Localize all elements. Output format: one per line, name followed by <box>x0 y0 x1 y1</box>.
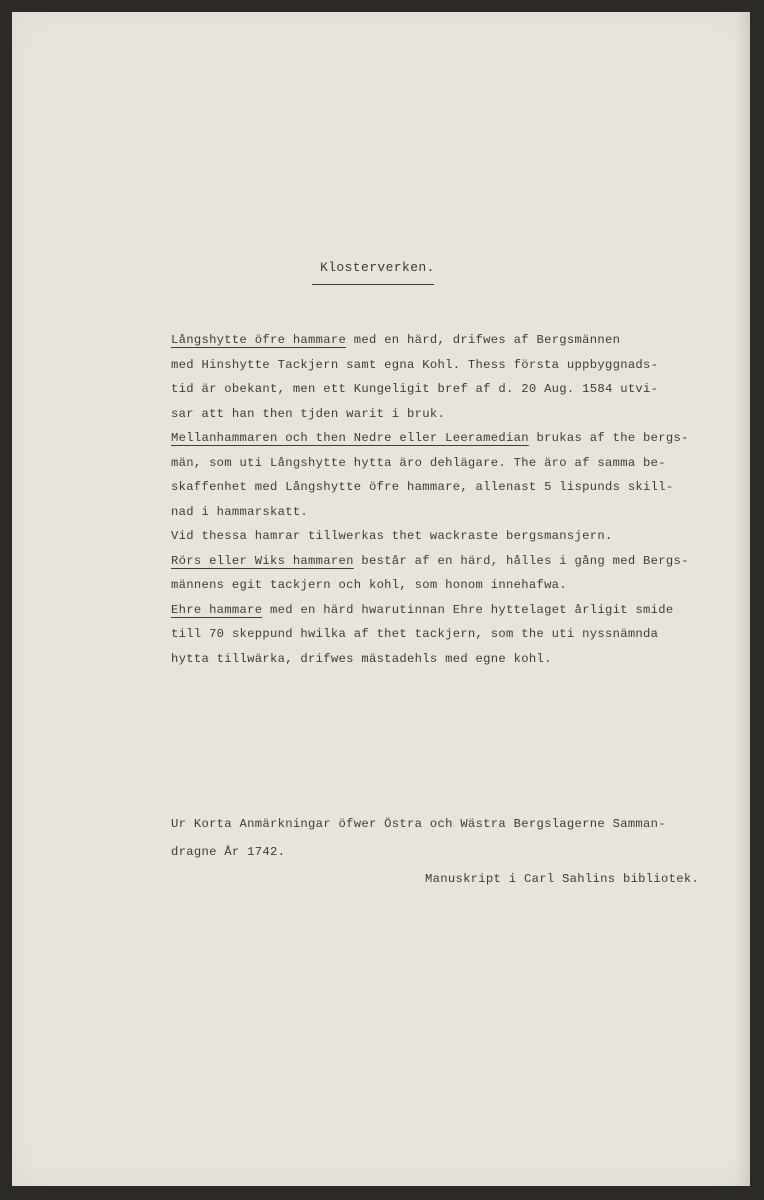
document-page <box>12 12 750 1186</box>
line-text: hytta tillwärka, drifwes mästadehls med egne kohl. <box>171 651 552 666</box>
line-text: nad i hammarskatt. <box>171 504 309 519</box>
text-line <box>171 353 741 378</box>
line-text: består af en härd, hålles i gång med Bergs- <box>353 553 689 568</box>
line-text: till 70 skeppund hwilka af thet tackjern, som the uti nyssnämnda <box>171 627 659 641</box>
line-text: med en härd hwarutinnan Ehre hyttelaget årligit smide <box>262 602 674 617</box>
text-line <box>171 524 741 549</box>
text-line <box>171 426 741 451</box>
text-line <box>171 475 741 500</box>
line-text: med en härd, drifwes af Bergsmännen <box>346 333 621 347</box>
line-text: Vid thessa hamrar tillwerkas thet wackraste bergsmansjern. <box>171 529 613 543</box>
manuscript-note: Manuskript i Carl Sahlins bibliotek. <box>425 872 700 886</box>
line-text: män, som uti Långshytte hytta äro dehlägare. The äro af samma be- <box>171 455 666 470</box>
underlined-term: Rörs eller Wiks hammaren <box>171 553 354 568</box>
text-line <box>171 328 741 353</box>
text-line <box>171 500 741 525</box>
source-line: Ur Korta Anmärkningar öfwer Östra och Wästra Bergslagerne Samman- <box>171 817 666 831</box>
text-line <box>171 377 741 402</box>
underlined-term: Ehre hammare <box>171 602 263 617</box>
line-text: skaffenhet med Långshytte öfre hammare, allenast 5 lispunds skill- <box>171 480 674 494</box>
line-text: med Hinshytte Tackjern samt egna Kohl. Thess första uppbyggnads- <box>171 357 659 372</box>
line-text: tid är obekant, men ett Kungeligit bref af d. 20 Aug. 1584 utvi- <box>171 382 659 396</box>
text-line <box>171 573 741 598</box>
source-citation <box>171 810 666 866</box>
underlined-term: Mellanhammaren och then Nedre eller Leeramedian <box>171 431 529 445</box>
text-line <box>171 647 741 672</box>
text-line <box>171 598 741 623</box>
source-line: dragne År 1742. <box>171 845 286 859</box>
main-paragraph <box>171 328 741 671</box>
text-line <box>171 622 741 647</box>
underlined-term: Långshytte öfre hammare <box>171 333 347 347</box>
title-underline <box>312 284 434 285</box>
line-text: brukas af the bergs- <box>528 431 689 445</box>
line-text: sar att han then tjden warit i bruk. <box>171 406 446 421</box>
document-title: Klosterverken. <box>320 260 435 275</box>
text-line <box>171 549 741 574</box>
text-line <box>171 451 741 476</box>
line-text: männens egit tackjern och kohl, som honom innehafwa. <box>171 578 567 592</box>
text-line <box>171 402 741 427</box>
